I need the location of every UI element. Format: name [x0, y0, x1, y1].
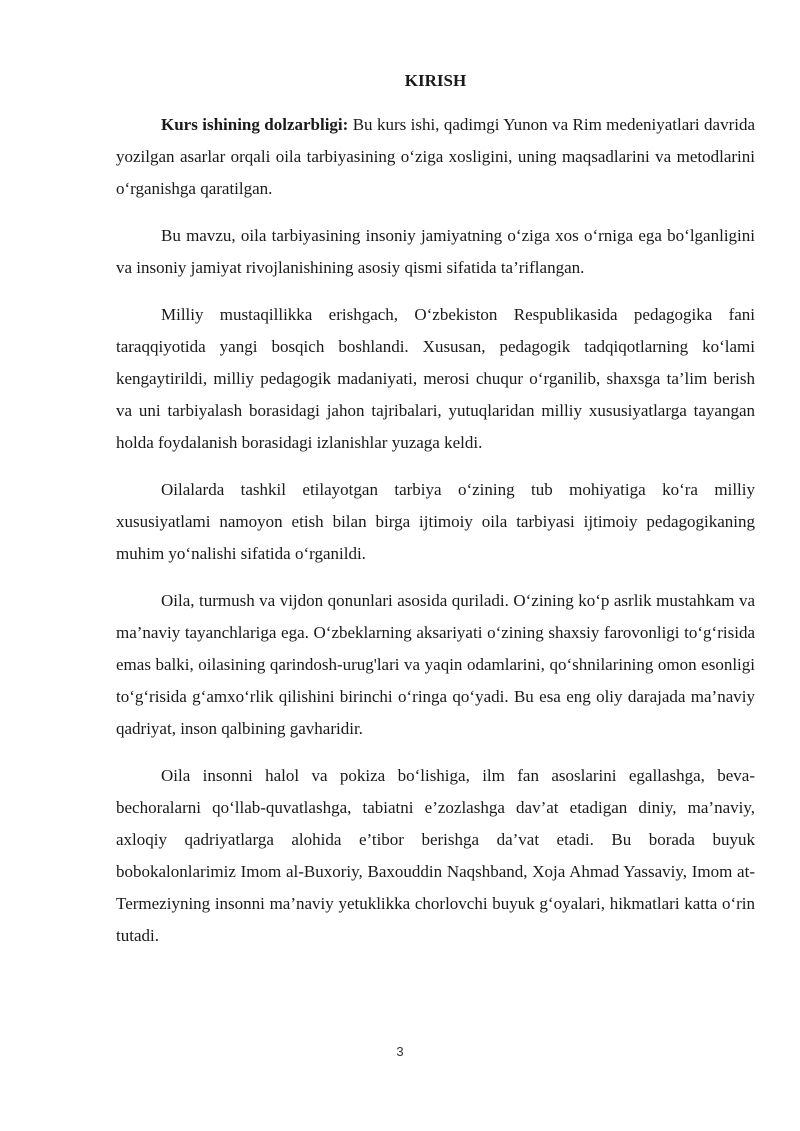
paragraph-text: Oilalarda tashkil etilayotgan tarbiya o‘zining tub mohiyatiga ko‘ra milliy xususiyatlami namoyon etish bilan birga ijtimoiy oila tarbiyasi ijtimoiy pedagogikaning muhim yo‘nalishi sifatida o‘rganildi. — [116, 480, 755, 563]
paragraph-text: Milliy mustaqillikka erishgach, O‘zbekiston Respublikasida pedagogika fani taraqqiyotida yangi bosqich boshlandi. Xususan, pedagogik tadqiqotlarning ko‘lami kengaytirildi, milliy pedagogik madaniyati, merosi chuqur o‘rganilib, shaxsga ta’lim berish va uni tarbiyalash borasidagi jahon tajribalari, yutuqlaridan milliy xususiyatlarga tayangan holda foydalanish borasidagi izlanishlar yuzaga keldi. — [116, 305, 755, 452]
paragraph-text: Oila insonni halol va pokiza bo‘lishiga, ilm fan asoslarini egallashga, beva-bechoralarni qo‘llab-quvatlashga, tabiatni e’zozlashga dav’at etadigan diniy, ma’naviy, axloqiy qadriyatlarga alohida e’tibor berishga da’vat etadi. Bu borada buyuk bobokalonlarimiz Imom al-Buxoriy, Baxouddin Naqshband, Xoja Ahmad Yassaviy, Imom at-Termeziyning insonni ma’naviy yetuklikka chorlovchi buyuk g‘oyalari, hikmatlari katta o‘rin tutadi. — [116, 766, 755, 945]
paragraph — [116, 299, 755, 459]
page-number: 3 — [396, 1044, 404, 1059]
paragraph — [116, 585, 755, 745]
paragraph — [116, 474, 755, 570]
page-title: KIRISH — [404, 71, 467, 90]
paragraph-text: Oila, turmush va vijdon qonunlari asosida quriladi. O‘zining ko‘p asrlik mustahkam va ma’naviy tayanchlariga ega. O‘zbeklarning aksariyati o‘zining shaxsiy farovonligi to‘g‘risida emas balki, oilasining qarindosh-urug'lari va yaqin odamlarini, qo‘shnilarining omon esonligi to‘g‘risida g‘amxo‘rlik qilishini birinchi o‘ringa qo‘yadi. Bu esa eng oliy darajada ma’naviy qadriyat, inson qalbining gavharidir. — [116, 591, 755, 738]
paragraph-text: Bu mavzu, oila tarbiyasining insoniy jamiyatning o‘ziga xos o‘rniga ega bo‘lganligini va insoniy jamiyat rivojlanishining asosiy qismi sifatida ta’riflangan. — [116, 226, 755, 277]
paragraph-relevance — [116, 109, 755, 205]
paragraph-lead: Kurs ishining dolzarbligi: — [161, 115, 349, 134]
paragraph — [116, 760, 755, 952]
paragraph-text: Bu kurs ishi, qadimgi Yunon va Rim medeniyatlari davrida yozilgan asarlar orqali oila tarbiyasining o‘ziga xosligini, uning maqsadlarini va metodlarini o‘rganishga qaratilgan. — [116, 115, 755, 198]
paragraph — [116, 220, 755, 284]
page-content — [116, 65, 755, 967]
